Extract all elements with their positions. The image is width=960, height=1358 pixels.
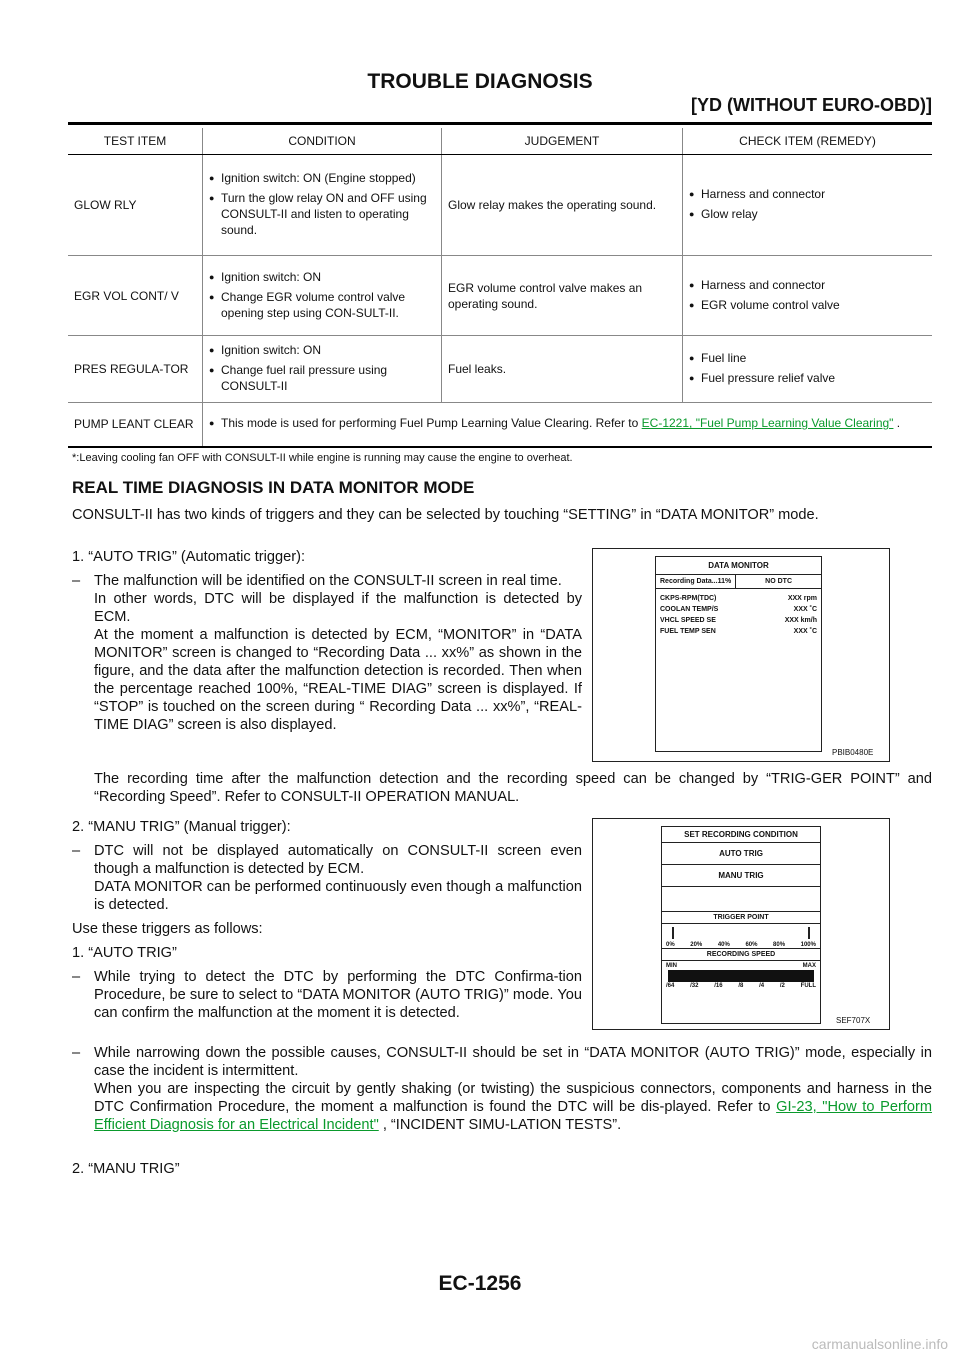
section-heading: REAL TIME DIAGNOSIS IN DATA MONITOR MODE: [72, 478, 475, 497]
dtc-status: NO DTC: [735, 575, 821, 588]
note-item: [209, 415, 926, 431]
monitor-item-name: VHCL SPEED SE: [660, 617, 716, 624]
scale-tick: 80%: [773, 942, 786, 948]
monitor-item-value: XXX km/h: [784, 617, 817, 624]
trigger-point-scale: [672, 927, 810, 939]
condition-item: ● Turn the glow relay ON and OFF using CONSULT-II and listen to operating sound.: [209, 190, 435, 238]
data-monitor-screen: [655, 556, 822, 752]
check-item: ● Glow relay: [689, 206, 926, 222]
use-triggers-line: Use these triggers as follows:: [72, 921, 263, 937]
speed-tick: FULL: [800, 983, 816, 989]
use-auto-trig-dash-2: [72, 1044, 932, 1134]
section-tag: [YD (WITHOUT EURO-OBD)]: [691, 95, 932, 115]
check-item: ● Harness and connector: [689, 277, 926, 293]
speed-ticks: [662, 983, 820, 989]
dash-marker: –: [72, 1045, 81, 1061]
condition-item: ● Ignition switch: ON: [209, 342, 435, 358]
table-footnote: *:Leaving cooling fan OFF with CONSULT-II while engine is running may cause the engine to overheat.: [72, 452, 573, 464]
monitor-item-name: COOLAN TEMP/S: [660, 606, 719, 613]
recording-speed-label: RECORDING SPEED: [662, 948, 820, 961]
monitor-line: [656, 615, 821, 626]
use-auto-trig-cont-a: When you are inspecting the circuit by gently shaking (or twisting) the suspicious connectors, components and harness in the DTC Confirmation Procedure, the moment a malfunction is found the DTC will be dis-played. Refer to: [94, 1081, 932, 1115]
speed-tick: /16: [714, 983, 723, 989]
manu-trig-option: MANU TRIG: [662, 865, 820, 887]
monitor-item-value: XXX ˚C: [793, 628, 817, 635]
dash-marker: –: [72, 573, 81, 589]
column-header: TEST ITEM: [68, 128, 203, 155]
list-item-auto-trig: 1. “AUTO TRIG” (Automatic trigger):: [72, 549, 306, 565]
condition-item: ● Change fuel rail pressure using CONSULT-II: [209, 362, 435, 394]
watermark: carmanualsonline.info: [811, 1336, 948, 1352]
monitor-item-value: XXX ˚C: [793, 606, 817, 613]
dash-marker: –: [72, 843, 81, 859]
column-header: CHECK ITEM (REMEDY): [683, 128, 933, 155]
note-text: This mode is used for performing Fuel Pump Learning Value Clearing. Refer to: [221, 416, 639, 431]
test-item-cell: GLOW RLY: [68, 155, 203, 256]
link-fuel-pump-learning[interactable]: EC-1221, "Fuel Pump Learning Value Clearing": [641, 416, 894, 431]
test-item-cell: PUMP LEANT CLEAR: [68, 403, 203, 447]
link-gi-23[interactable]: GI-23, "How to Perform Efficient Diagnosis for an Electrical Incident": [94, 1099, 932, 1133]
scale-tick: 100%: [800, 942, 816, 948]
speed-range: [662, 961, 820, 969]
condition-cell: [203, 155, 442, 256]
scale-tick: 20%: [690, 942, 703, 948]
note-end: .: [896, 416, 901, 431]
column-header: JUDGEMENT: [442, 128, 683, 155]
check-cell: [683, 336, 933, 403]
header-rule: [68, 122, 932, 125]
test-item-table: [68, 128, 932, 448]
monitor-line: [656, 626, 821, 637]
use-auto-trig-dash-2-text: While narrowing down the possible causes, CONSULT-II should be set in “DATA MONITOR (AUTO TRIG)” mode, especially in case the incident is intermittent.: [94, 1045, 932, 1079]
monitor-item-value: XXX rpm: [787, 595, 817, 602]
condition-item: ● Ignition switch: ON (Engine stopped): [209, 170, 435, 186]
test-item-cell: EGR VOL CONT/ V: [68, 256, 203, 336]
dash-marker: –: [72, 969, 81, 985]
table-row: [68, 256, 932, 336]
figure-caption: PBIB0480E: [832, 748, 874, 757]
auto-trig-dash-text: The malfunction will be identified on the CONSULT-II screen in real time.: [94, 573, 562, 589]
auto-trig-cont-1: In other words, DTC will be displayed if the malfunction is detected by ECM.: [94, 591, 582, 625]
auto-trig-cont-2: At the moment a malfunction is detected by ECM, “MONITOR” in “DATA MONITOR” screen is changed to “Recording Data ... xx%” as shown in the figure, and the data after the malfunction detection is recorded. Then when the percentage reached 100%, “REAL-TIME DIAG” screen is displayed. If “STOP” is touched on the screen during “ Recording Data ... xx%”, “REAL-TIME DIAG” screen is also displayed.: [94, 627, 582, 733]
manu-trig-dash-text: DTC will not be displayed automatically on CONSULT-II screen even though a malfunction is detected by ECM.: [94, 843, 582, 877]
use-auto-trig-dash-1-text: While trying to detect the DTC by performing the DTC Confirma-tion Procedure, be sure to select to “DATA MONITOR (AUTO TRIG)” mode. You can confirm the malfunction at the moment it is detected.: [94, 969, 582, 1021]
condition-cell: [203, 256, 442, 336]
speed-bar: [668, 970, 814, 982]
table-header-row: [68, 128, 932, 155]
condition-item: ● Ignition switch: ON: [209, 269, 435, 285]
recording-condition-screen: [661, 826, 821, 1024]
monitor-line: [656, 593, 821, 604]
use-manu-trig: 2. “MANU TRIG”: [72, 1161, 180, 1177]
speed-tick: /64: [666, 983, 675, 989]
use-auto-trig-cont-b: , “INCIDENT SIMU-LATION TESTS”.: [382, 1117, 622, 1133]
speed-tick: /8: [738, 983, 744, 989]
figure-caption: SEF707X: [836, 1016, 871, 1025]
check-cell: [683, 256, 933, 336]
manu-trig-cont: DATA MONITOR can be performed continuously even though a malfunction is detected.: [94, 879, 582, 913]
use-auto-trig-dash-1: [72, 968, 582, 1022]
auto-trig-option: AUTO TRIG: [662, 843, 820, 865]
recording-condition-title: SET RECORDING CONDITION: [662, 827, 820, 843]
check-item: ● Fuel line: [689, 350, 926, 366]
scale-tick: 40%: [717, 942, 730, 948]
data-monitor-title: DATA MONITOR: [656, 557, 821, 575]
condition-item: ● Change EGR volume control valve opening step using CON-SULT-II.: [209, 289, 435, 321]
judgement-cell: EGR volume control valve makes an operating sound.: [442, 256, 683, 336]
monitor-item-name: FUEL TEMP SEN: [660, 628, 716, 635]
scale-tick: 60%: [745, 942, 758, 948]
table-row: [68, 403, 932, 447]
intro-paragraph: CONSULT-II has two kinds of triggers and they can be selected by touching “SETTING” in “DATA MONITOR” mode.: [72, 507, 819, 523]
test-item-cell: PRES REGULA-TOR: [68, 336, 203, 403]
recording-status: Recording Data...11%: [660, 578, 732, 585]
monitor-line: [656, 604, 821, 615]
speed-tick: /32: [690, 983, 699, 989]
speed-max: MAX: [802, 963, 816, 969]
check-item: ● Fuel pressure relief valve: [689, 370, 926, 386]
condition-cell: [203, 336, 442, 403]
check-cell: [683, 155, 933, 256]
use-auto-trig: 1. “AUTO TRIG”: [72, 945, 177, 961]
speed-tick: /2: [779, 983, 785, 989]
auto-trig-description: [72, 572, 582, 734]
judgement-cell: Glow relay makes the operating sound.: [442, 155, 683, 256]
check-item: ● EGR volume control valve: [689, 297, 926, 313]
auto-trig-cont-3: The recording time after the malfunction detection and the recording speed can be changed by “TRIG-GER POINT” and “Recording Speed”. Refer to CONSULT-II OPERATION MANUAL.: [94, 771, 932, 805]
column-header: CONDITION: [203, 128, 442, 155]
manu-trig-description: [72, 842, 582, 914]
list-item-manu-trig: 2. “MANU TRIG” (Manual trigger):: [72, 819, 291, 835]
note-cell: [203, 403, 933, 447]
page-number: EC-1256: [438, 1272, 522, 1295]
table-row: [68, 155, 932, 256]
page-title: TROUBLE DIAGNOSIS: [367, 70, 593, 93]
scale-tick: 0%: [666, 942, 675, 948]
monitor-item-name: CKPS-RPM(TDC): [660, 595, 717, 602]
recording-status-row: [656, 575, 821, 589]
judgement-cell: Fuel leaks.: [442, 336, 683, 403]
check-item: ● Harness and connector: [689, 186, 926, 202]
speed-min: MIN: [666, 963, 677, 969]
trigger-point-label: TRIGGER POINT: [662, 912, 820, 924]
speed-tick: /4: [759, 983, 765, 989]
table-row: [68, 336, 932, 403]
